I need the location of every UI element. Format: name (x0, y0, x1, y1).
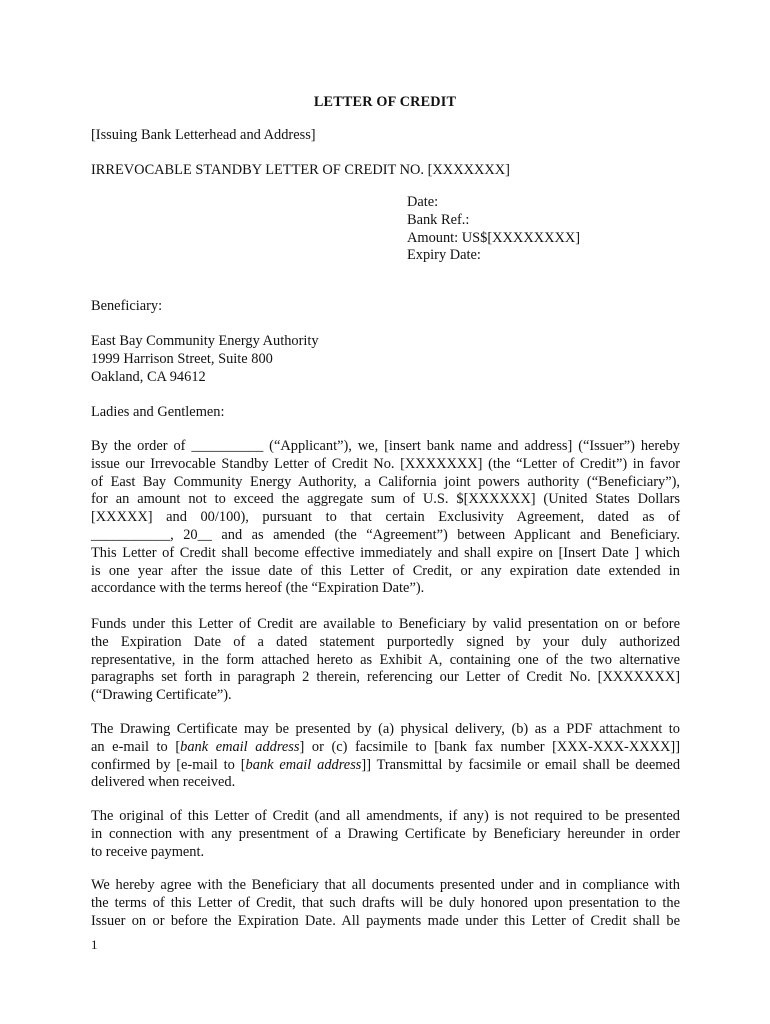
paragraph-text: an e-mail to [ (91, 738, 181, 755)
paragraph-line (91, 739, 680, 757)
beneficiary-label: Beneficiary: (91, 298, 163, 314)
paragraph-line: Funds under this Letter of Credit are available to Beneficiary by valid presentation on or before (91, 616, 680, 632)
paragraph-agreement-to-honor (91, 877, 680, 930)
paragraph-funds-available (91, 616, 680, 705)
paragraph-line: of East Bay Community Energy Authority, a California joint powers authority (“Beneficiary”), (91, 473, 680, 490)
lc-number-line: IRREVOCABLE STANDBY LETTER OF CREDIT NO. [XXXXXXX] (91, 162, 510, 178)
paragraph-line: This Letter of Credit shall become effective immediately and shall expire on [Insert Date ] which (91, 544, 680, 561)
paragraph-line: We hereby agree with the Beneficiary that all documents presented under and in compliance with (91, 877, 680, 893)
paragraph-line: accordance with the terms hereof (the “Expiration Date”). (91, 580, 425, 597)
paragraph-line: [XXXXX] and 00/100), pursuant to that certain Exclusivity Agreement, dated as of (91, 509, 680, 526)
bank-email-placeholder: bank email address (180, 738, 300, 755)
lc-meta-block (407, 194, 580, 265)
meta-bank-ref: Bank Ref.: (407, 211, 470, 228)
paragraph-order-of-applicant (91, 438, 680, 598)
paragraph-line (91, 757, 680, 775)
page-number: 1 (91, 937, 98, 952)
paragraph-line: the terms of this Letter of Credit, that such drafts will be duly honored upon presentation to the (91, 894, 680, 911)
paragraph-line: for an amount not to exceed the aggregate sum of U.S. $[XXXXXX] (United States Dollars (91, 491, 680, 508)
paragraph-line: to receive payment. (91, 843, 205, 860)
paragraph-text: ] or (c) facsimile to [bank fax number [XXX-XXX-XXXX]] (299, 738, 680, 755)
paragraph-original-not-required (91, 808, 680, 861)
paragraph-line: delivered when received. (91, 774, 236, 791)
paragraph-line: ___________, 20__ and as amended (the “Agreement”) between Applicant and Beneficiary. (91, 526, 680, 543)
paragraph-line: in connection with any presentment of a Drawing Certificate by Beneficiary hereunder in order (91, 825, 680, 842)
paragraph-text: ]] Transmittal by facsimile or email shall be deemed (361, 756, 681, 773)
paragraph-line: Issuer on or before the Expiration Date. All payments made under this Letter of Credit shall be (91, 912, 680, 929)
salutation: Ladies and Gentlemen: (91, 404, 225, 420)
beneficiary-name: East Bay Community Energy Authority (91, 333, 319, 349)
beneficiary-street: 1999 Harrison Street, Suite 800 (91, 351, 273, 367)
bank-email-placeholder: bank email address (245, 756, 362, 773)
paragraph-line: By the order of __________ (“Applicant”), we, [insert bank name and address] (“Issuer”) hereby (91, 438, 680, 454)
meta-expiry-date: Expiry Date: (407, 247, 481, 264)
paragraph-line: representative, in the form attached hereto as Exhibit A, containing one of the two alternative (91, 651, 680, 668)
meta-amount: Amount: US$[XXXXXXXX] (407, 229, 581, 246)
paragraph-text: confirmed by [e-mail to [ (91, 756, 246, 773)
meta-date: Date: (407, 194, 439, 210)
paragraph-drawing-certificate (91, 721, 680, 792)
letterhead-placeholder: [Issuing Bank Letterhead and Address] (91, 127, 316, 143)
beneficiary-city: Oakland, CA 94612 (91, 369, 206, 385)
paragraph-line: The Drawing Certificate may be presented by (a) physical delivery, (b) as a PDF attachment to (91, 721, 680, 737)
paragraph-line: is one year after the issue date of this Letter of Credit, or any expiration date extended in (91, 562, 680, 579)
paragraph-line: (“Drawing Certificate”). (91, 687, 232, 704)
paragraph-line: the Expiration Date of a dated statement purportedly signed by your duly authorized (91, 633, 680, 650)
document-title: LETTER OF CREDIT (313, 94, 457, 110)
paragraph-line: issue our Irrevocable Standby Letter of Credit No. [XXXXXXX] (the “Letter of Credit”) in favor (91, 455, 680, 472)
paragraph-line: paragraphs set forth in paragraph 2 therein, referencing our Letter of Credit No. [XXXXXXX] (91, 669, 680, 686)
paragraph-line: The original of this Letter of Credit (and all amendments, if any) is not required to be presented (91, 808, 680, 824)
